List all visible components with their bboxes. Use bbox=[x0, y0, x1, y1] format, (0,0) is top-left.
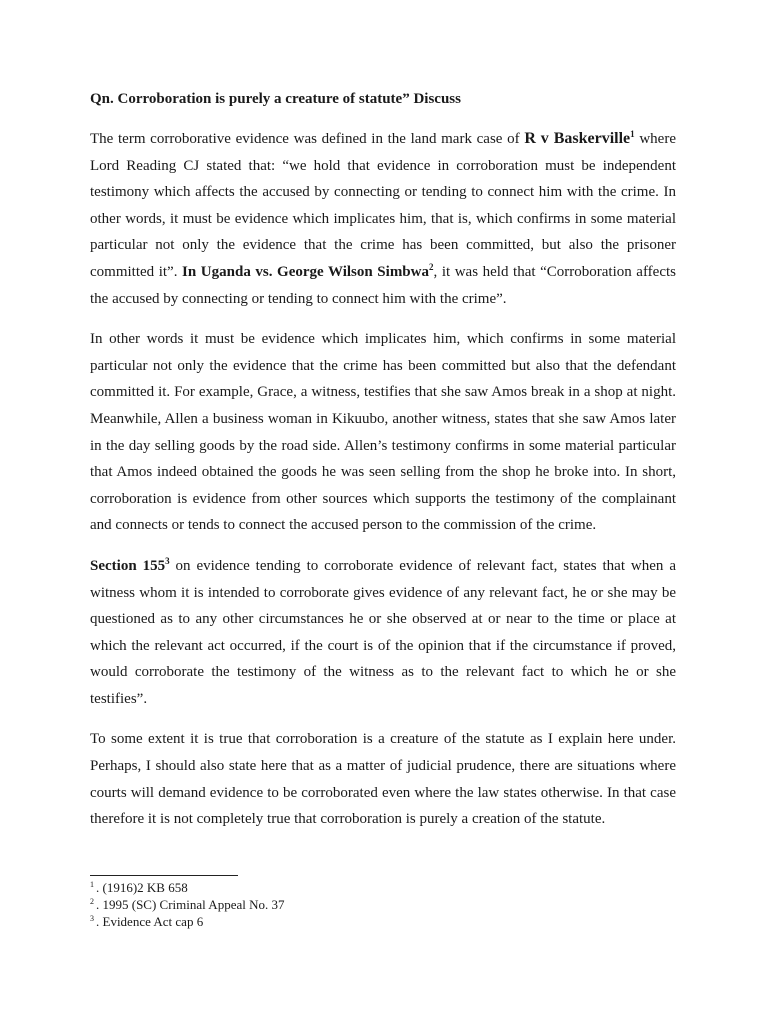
footnote-text: . 1995 (SC) Criminal Appeal No. 37 bbox=[96, 897, 285, 912]
paragraph-text: The term corroborative evidence was defined in the land mark case of bbox=[90, 131, 525, 147]
footnote-text: . Evidence Act cap 6 bbox=[96, 914, 204, 929]
footnotes bbox=[90, 879, 676, 930]
footnote-mark: 3 bbox=[90, 913, 94, 923]
paragraph-definition bbox=[90, 126, 676, 312]
footnote-3 bbox=[90, 913, 676, 930]
footnote-2 bbox=[90, 896, 676, 913]
question-heading: Qn. Corroboration is purely a creature of statute” Discuss bbox=[90, 91, 461, 107]
footnote-1 bbox=[90, 879, 676, 896]
paragraph-text: where Lord Reading CJ stated that: “we hold that evidence in corroboration must be independent testimony which affects the accused by connecting or tending to connect him with the crime. In other words, it must be evidence which implicates him, that is, which confirms in some material particular not only the evidence that the crime has been committed, but also the prisoner committed it”. bbox=[90, 131, 676, 280]
footnote-mark: 1 bbox=[90, 879, 94, 889]
footnote-mark: 2 bbox=[90, 896, 94, 906]
footnote-separator bbox=[90, 875, 238, 876]
document-body bbox=[90, 86, 676, 847]
footnote-ref-2[interactable]: 2 bbox=[429, 261, 434, 272]
paragraph-text: on evidence tending to corroborate evidence of relevant fact, states that when a witness whom it is intended to corroborate gives evidence of any relevant fact, he or she may be questioned as to any other circumstances he or she observed at or near to the time or place at which the relevant act occurred, if the court is of the opinion that if the circumstance if proved, would corroborate the testimony of the witness as to the relevant fact to which he or she testifies”. bbox=[90, 557, 676, 707]
paragraph-discussion: To some extent it is true that corroboration is a creature of the statute as I explain here under. Perhaps, I should also state here that as a matter of judicial prudence, there are situations where courts will demand evidence to be corroborated even where the law states otherwise. In that case therefore it is not completely true that corroboration is purely a creation of the statute. bbox=[90, 731, 676, 828]
paragraph-section-155 bbox=[90, 553, 676, 713]
footnote-text: . (1916)2 KB 658 bbox=[96, 880, 188, 895]
paragraph-text: , it was held that “Corroboration affects the accused by connecting or tending to connect him with the crime”. bbox=[90, 263, 677, 307]
footnote-ref-3[interactable]: 3 bbox=[165, 555, 170, 566]
paragraph-example: In other words it must be evidence which implicates him, which confirms in some material particular not only the evidence that the crime has been committed but also that the defendant committed it. For example, Grace, a witness, testifies that she saw Amos break in a shop at night. Meanwhile, Allen a business woman in Kikuubo, another witness, states that she saw Amos later in the day selling goods by the road side. Allen’s testimony confirms in some material particular that Amos indeed obtained the goods he was seen selling from the shop he broke into. In short, corroboration is evidence from other sources which supports the testimony of the complainant and connects or tends to connect the accused person to the commission of the crime. bbox=[90, 331, 676, 534]
case-citation-baskerville: R v Baskerville bbox=[524, 130, 631, 147]
footnote-ref-1[interactable]: 1 bbox=[630, 129, 635, 139]
case-citation-simbwa: In Uganda vs. George Wilson Simbwa bbox=[182, 263, 429, 280]
statute-section-label: Section 155 bbox=[90, 557, 166, 574]
